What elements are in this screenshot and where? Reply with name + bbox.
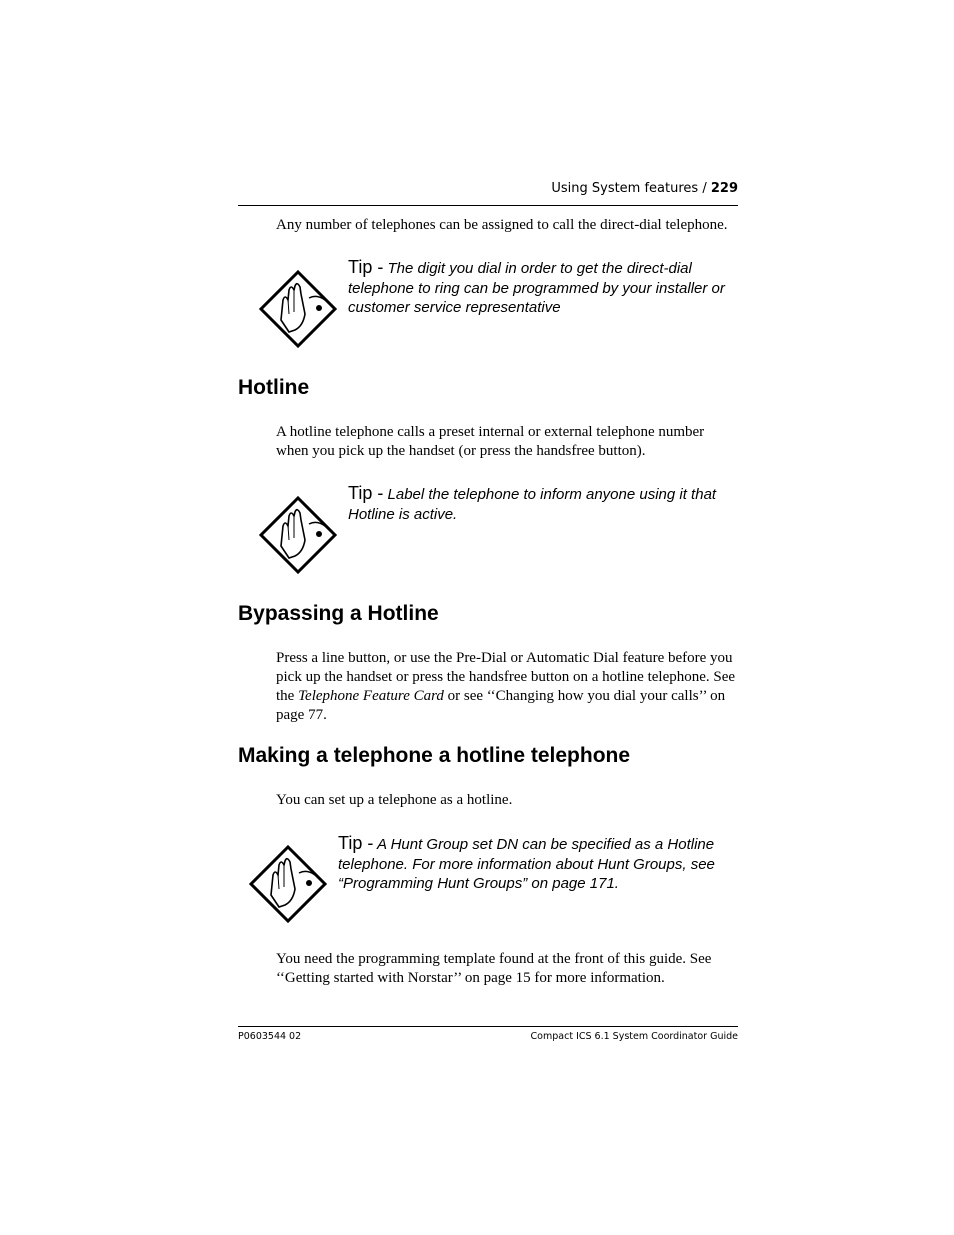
footer-guide-title: Compact ICS 6.1 System Coordinator Guide — [530, 1031, 738, 1042]
heading-bypassing-hotline: Bypassing a Hotline — [238, 602, 439, 625]
header-separator: / — [702, 181, 707, 196]
bypass-text-before: Press a line button, or use the Pre-Dial or Automatic Dial feature before you pick up the handset or press the handsfree button on a hotline telephone. See the — [276, 650, 736, 704]
hand-tip-icon — [249, 845, 327, 923]
making-paragraph: You can set up a telephone as a hotline. — [276, 792, 513, 808]
tip-3 — [338, 834, 738, 894]
hand-tip-icon — [259, 496, 337, 574]
heading-making-hotline: Making a telephone a hotline telephone — [238, 744, 631, 767]
bypass-text-after: or see ‘‘Changing how you dial your calls’’ on page 77. — [276, 688, 726, 723]
footer-rule — [238, 1026, 738, 1027]
tip-text: A Hunt Group set DN can be specified as a Hotline telephone. For more information about Hunt Groups, see “Programming Hunt Groups” on page 171. — [338, 836, 715, 892]
closing-paragraph: You need the programming template found at the front of this guide. See ‘‘Getting started with Norstar’’ on page 15 for more information. — [276, 951, 712, 986]
tip-label: Tip - — [338, 833, 374, 853]
footer-doc-number: P0603544 02 — [238, 1031, 302, 1042]
tip-text: Label the telephone to inform anyone using it that Hotline is active. — [348, 486, 717, 523]
hotline-paragraph: A hotline telephone calls a preset internal or external telephone number when you pick up the handset (or press the handsfree button). — [276, 424, 705, 459]
bypass-paragraph — [276, 649, 738, 725]
running-header — [551, 181, 738, 196]
tip-1 — [348, 258, 740, 318]
hand-tip-icon — [259, 270, 337, 348]
intro-paragraph: Any number of telephones can be assigned to call the direct-dial telephone. — [276, 217, 728, 233]
header-rule — [238, 205, 738, 206]
heading-hotline: Hotline — [238, 376, 310, 399]
page-number: 229 — [710, 181, 738, 196]
tip-2 — [348, 484, 740, 524]
tip-label: Tip - — [348, 483, 384, 503]
tip-label: Tip - — [348, 257, 384, 277]
tip-text: The digit you dial in order to get the direct-dial telephone to ring can be programmed by your installer or customer service representative — [348, 260, 725, 316]
header-section: Using System features — [551, 181, 699, 196]
bypass-italic-reference: Telephone Feature Card — [298, 688, 444, 704]
